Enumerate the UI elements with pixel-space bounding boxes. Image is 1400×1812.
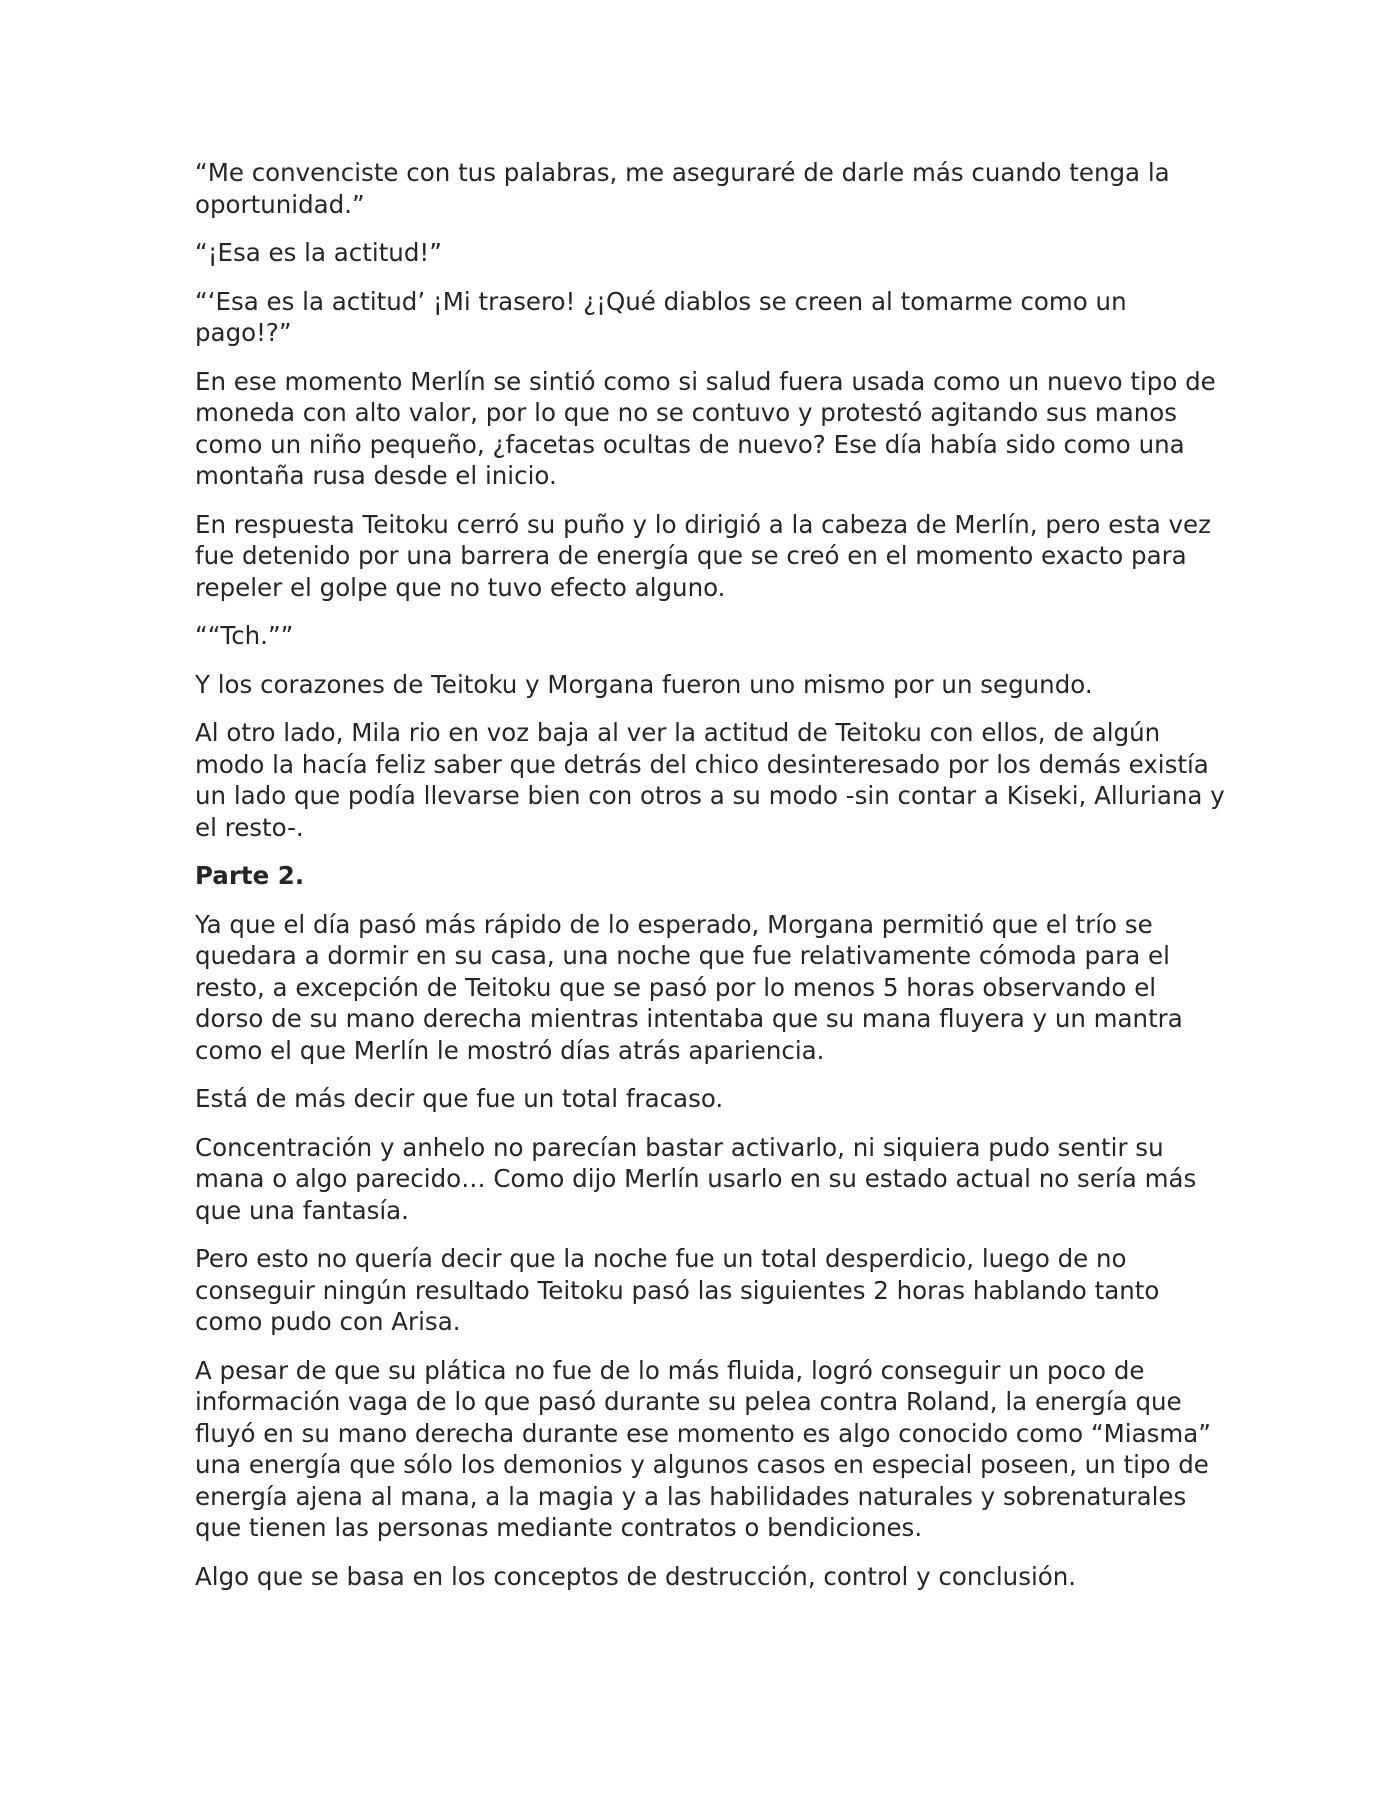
paragraph: A pesar de que su plática no fue de lo más fluida, logró conseguir un poco de información vaga de lo que pasó durante su pelea contra Roland, la energía que fluyó en su mano derecha durante ese momento es algo conocido como “Miasma” una energía que sólo los demonios y algunos casos en especial poseen, un tipo de energía ajena al mana, a la magia y a las habilidades naturales y sobrenaturales que tienen las personas mediante contratos o bendiciones. [195, 1355, 1211, 1542]
paragraph: Concentración y anhelo no parecían bastar activarlo, ni siquiera pudo sentir su mana o algo parecido… Como dijo Merlín usarlo en su estado actual no sería más que una fantasía. [195, 1132, 1197, 1225]
paragraph: ““Tch.”” [195, 621, 294, 650]
paragraph: Algo que se basa en los conceptos de destrucción, control y conclusión. [195, 1561, 1077, 1591]
paragraph: “‘Esa es la actitud’ ¡Mi trasero! ¿¡Qué diablos se creen al tomarme como un pago!?” [195, 286, 1127, 347]
paragraph: “¡Esa es la actitud!” [195, 238, 442, 267]
section-heading: Parte 2. [195, 861, 305, 890]
paragraph: En ese momento Merlín se sintió como si salud fuera usada como un nuevo tipo de moneda con alto valor, por lo que no se contuvo y protestó agitando sus manos como un niño pequeño, ¿facetas ocultas de nuevo? Ese día había sido como una montaña rusa desde el inicio. [195, 366, 1216, 490]
paragraph: En respuesta Teitoku cerró su puño y lo dirigió a la cabeza de Merlín, pero esta vez fue detenido por una barrera de energía que se creó en el momento exacto para repeler el golpe que no tuvo efecto alguno. [195, 509, 1211, 602]
document-page [195, 157, 1225, 1609]
paragraph: Pero esto no quería decir que la noche fue un total desperdicio, luego de no conseguir ningún resultado Teitoku pasó las siguientes 2 horas hablando tanto como pudo con Arisa. [195, 1244, 1160, 1336]
paragraph: Al otro lado, Mila rio en voz baja al ver la actitud de Teitoku con ellos, de algún modo la hacía feliz saber que detrás del chico desinteresado por los demás existía un lado que podía llevarse bien con otros a su modo -sin contar a Kiseki, Alluriana y el resto-. [195, 718, 1225, 842]
paragraph: “Me convenciste con tus palabras, me aseguraré de darle más cuando tenga la oportunidad.” [195, 158, 1170, 219]
paragraph: Está de más decir que fue un total fracaso. [195, 1084, 724, 1113]
paragraph: Ya que el día pasó más rápido de lo esperado, Morgana permitió que el trío se quedara a dormir en su casa, una noche que fue relativamente cómoda para el resto, a excepción de Teitoku que se pasó por lo menos 5 horas observando el dorso de su mano derecha mientras intentaba que su mana fluyera y un mantra como el que Merlín le mostró días atrás apariencia. [195, 909, 1183, 1065]
paragraph: Y los corazones de Teitoku y Morgana fueron uno mismo por un segundo. [195, 669, 1093, 699]
